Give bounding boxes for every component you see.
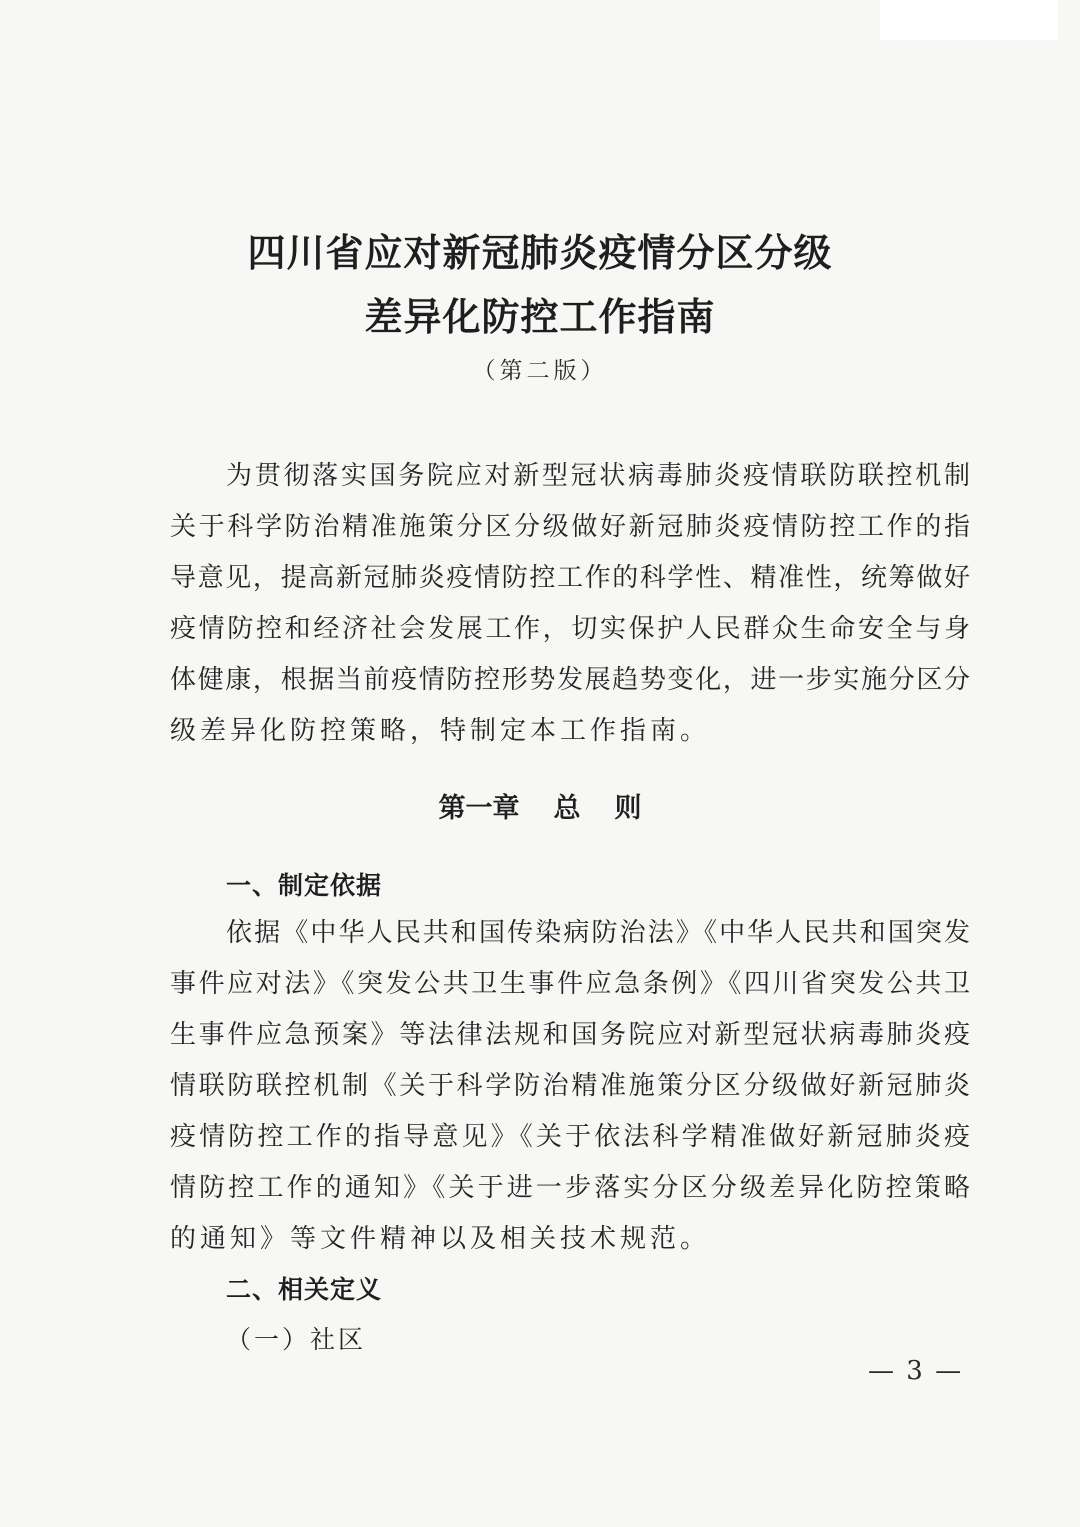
intro-line-5: 体健康，根据当前疫情防控形势发展趋势变化，进一步实施分区分 [170,665,970,695]
basis-line-7: 的通知》等文件精神以及相关技术规范。 [170,1224,711,1254]
basis-line-3: 生事件应急预案》等法律法规和国务院应对新型冠状病毒肺炎疫 [170,1020,970,1050]
intro-line-6: 级差异化防控策略，特制定本工作指南。 [170,716,711,746]
intro-line-2: 关于科学防治精准施策分区分级做好新冠肺炎疫情防控工作的指 [170,512,970,542]
basis-line-1: 依据《中华人民共和国传染病防治法》《中华人民共和国突发 [226,918,970,948]
intro-line-3: 导意见，提高新冠肺炎疫情防控工作的科学性、精准性，统筹做好 [170,563,970,593]
scan-edge-artifact [880,0,1058,40]
document-title-line-2: 差异化防控工作指南 [364,295,716,339]
basis-line-6: 情防控工作的通知》《关于进一步落实分区分级差异化防控策略 [170,1173,970,1203]
basis-line-5: 疫情防控工作的指导意见》《关于依法科学精准做好新冠肺炎疫 [170,1122,970,1152]
page-number: — 3 — [868,1356,964,1386]
chapter-heading [0,786,1080,825]
chapter-name-part-1: 总 [553,793,581,824]
chapter-name-part-2: 则 [614,793,642,824]
subitem-community: （一）社区 [226,1325,367,1354]
section-heading-definitions: 二、相关定义 [226,1275,383,1304]
chapter-label: 第一章 [438,793,520,824]
document-title-line-1: 四川省应对新冠肺炎疫情分区分级 [247,231,833,275]
intro-line-1: 为贯彻落实国务院应对新型冠状病毒肺炎疫情联防联控机制 [226,461,970,491]
basis-line-2: 事件应对法》《突发公共卫生事件应急条例》《四川省突发公共卫 [170,969,970,999]
section-heading-basis: 一、制定依据 [226,871,383,900]
intro-line-4: 疫情防控和经济社会发展工作，切实保护人民群众生命安全与身 [170,614,970,644]
edition-label: （第二版） [472,358,608,384]
basis-line-4: 情联防联控机制《关于科学防治精准施策分区分级做好新冠肺炎 [170,1071,970,1101]
